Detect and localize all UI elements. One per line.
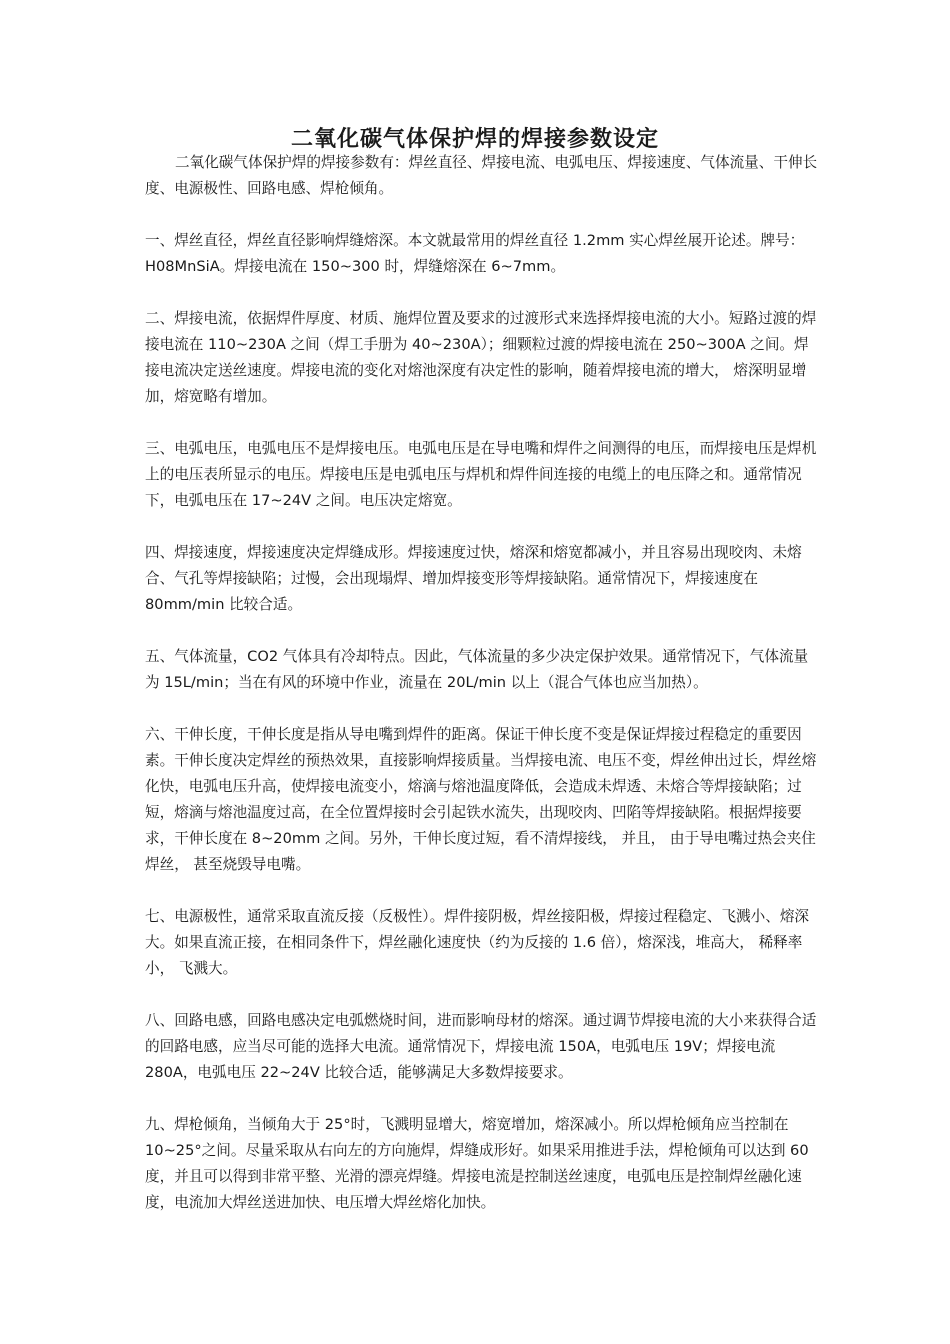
section-wire-diameter: 一、焊丝直径，焊丝直径影响焊缝熔深。本文就最常用的焊丝直径 1.2mm 实心焊丝展开论述。牌号：H08MnSiA。焊接电流在 150~300 时，焊缝熔深在 6~7mm。 [145,232,805,275]
intro-paragraph: 二氧化碳气体保护焊的焊接参数有：焊丝直径、焊接电流、电弧电压、焊接速度、气体流量、干伸长度、电源极性、回路电感、焊枪倾角。 [145,154,818,197]
section-stickout-length: 六、干伸长度，干伸长度是指从导电嘴到焊件的距离。保证干伸长度不变是保证焊接过程稳定的重要因素。干伸长度决定焊丝的预热效果，直接影响焊接质量。当焊接电流、电压不变，焊丝伸出过长，焊丝熔化快，电弧电压升高，使焊接电流变小，熔滴与熔池温度降低，会造成未焊透、未熔合等焊接缺陷；过短，熔滴与熔池温度过高，在全位置焊接时会引起铁水流失，出现咬肉、凹陷等焊接缺陷。根据焊接要求，干伸长度在 8~20mm 之间。另外，干伸长度过短，看不清焊接线， 并且， 由于导电嘴过热会夹住焊丝， 甚至烧毁导电嘴。 [145,726,817,873]
section-arc-voltage: 三、电弧电压，电弧电压不是焊接电压。电弧电压是在导电嘴和焊件之间测得的电压，而焊接电压是焊机上的电压表所显示的电压。焊接电压是电弧电压与焊机和焊件间连接的电缆上的电压降之和。通常情况下，电弧电压在 17~24V 之间。电压决定熔宽。 [145,440,817,509]
section-loop-inductance: 八、回路电感，回路电感决定电弧燃烧时间，进而影响母材的熔深。通过调节焊接电流的大小来获得合适的回路电感，应当尽可能的选择大电流。通常情况下，焊接电流 150A，电弧电压 19V；焊接电流 280A，电弧电压 22~24V 比较合适，能够满足大多数焊接要求。 [145,1012,817,1081]
document-title: 二氧化碳气体保护焊的焊接参数设定 [290,126,659,152]
section-power-polarity: 七、电源极性，通常采取直流反接（反极性）。焊件接阴极，焊丝接阳极，焊接过程稳定、飞溅小、熔深大。如果直流正接，在相同条件下，焊丝融化速度快（约为反接的 1.6 倍），熔深浅，堆高大， 稀释率小， 飞溅大。 [145,908,810,977]
section-gas-flow: 五、气体流量，CO2 气体具有冷却特点。因此，气体流量的多少决定保护效果。通常情况下，气体流量为 15L/min；当在有风的环境中作业，流量在 20L/min 以上（混合气体也应当加热）。 [145,648,809,691]
section-torch-angle: 九、焊枪倾角，当倾角大于 25°时，飞溅明显增大，熔宽增加，熔深减小。所以焊枪倾角应当控制在 10~25°之间。尽量采取从右向左的方向施焊，焊缝成形好。如果采用推进手法，焊枪倾角可以达到 60 度，并且可以得到非常平整、光滑的漂亮焊缝。焊接电流是控制送丝速度，电弧电压是控制焊丝融化速度，电流加大焊丝送进加快、电压增大焊丝熔化加快。 [145,1116,809,1211]
section-welding-speed: 四、焊接速度，焊接速度决定焊缝成形。焊接速度过快，熔深和熔宽都减小，并且容易出现咬肉、未熔合、气孔等焊接缺陷；过慢，会出现塌焊、增加焊接变形等焊接缺陷。通常情况下，焊接速度在 80mm/min 比较合适。 [145,544,802,613]
section-welding-current: 二、焊接电流，依据焊件厚度、材质、施焊位置及要求的过渡形式来选择焊接电流的大小。短路过渡的焊接电流在 110~230A 之间（焊工手册为 40~230A）；细颗粒过渡的焊接电流在 250~300A 之间。焊接电流决定送丝速度。焊接电流的变化对熔池深度有决定性的影响，随着焊接电流的增大， 熔深明显增加，熔宽略有增加。 [145,310,817,405]
document-body [145,150,820,1242]
